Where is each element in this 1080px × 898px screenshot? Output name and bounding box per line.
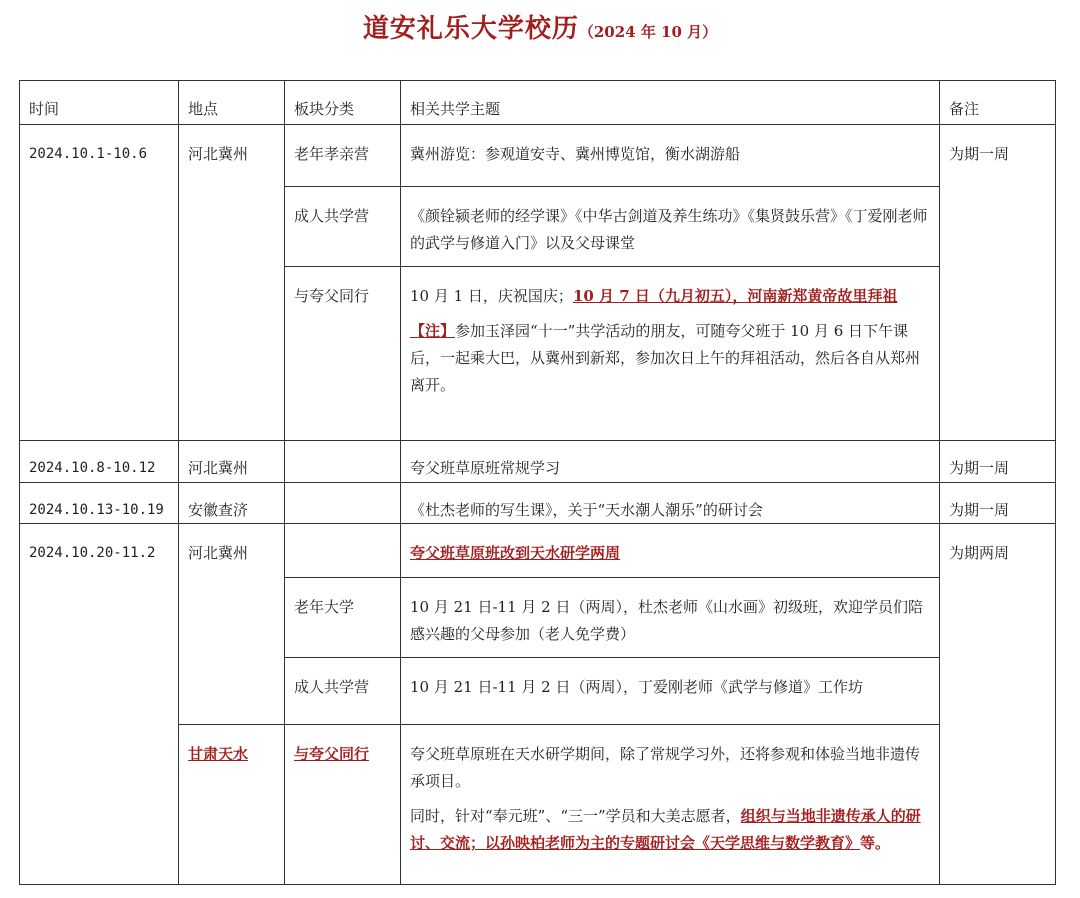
time-cell: 2024.10.20-11.2 [20, 524, 179, 885]
category-cell [285, 524, 401, 578]
place-cell: 河北冀州 [179, 441, 285, 483]
category-cell: 与夸父同行 [285, 267, 401, 441]
time-cell: 2024.10.1-10.6 [20, 125, 179, 441]
category-cell [285, 441, 401, 483]
theme-cell [401, 725, 940, 885]
theme-cell: 夸父班草原班常规学习 [401, 441, 940, 483]
table-row [20, 125, 1056, 187]
category-cell: 成人共学营 [285, 658, 401, 725]
calendar-table [19, 80, 1056, 885]
place-cell: 安徽查济 [179, 483, 285, 524]
theme-cell [401, 267, 940, 441]
place-cell [179, 725, 285, 885]
title-main: 道安礼乐大学校历 [362, 14, 579, 44]
title-sub: （2024 年 10 月） [578, 23, 718, 41]
category-cell: 老年孝亲营 [285, 125, 401, 187]
time-cell: 2024.10.13-10.19 [20, 483, 179, 524]
note-cell: 为期两周 [940, 524, 1056, 885]
header-row [20, 81, 1056, 125]
theme-text: 等。 [860, 834, 891, 852]
highlight-text: 10 月 7 日（九月初五），河南新郑黄帝故里拜祖 [572, 287, 898, 305]
time-cell: 2024.10.8-10.12 [20, 441, 179, 483]
place-cell: 河北冀州 [179, 524, 285, 725]
theme-text: 10 月 1 日，庆祝国庆； [410, 287, 573, 305]
table-row [20, 483, 1056, 524]
theme-text: 同时，针对“奉元班”、“三一”学员和大美志愿者， [410, 807, 741, 825]
highlight-text: 夸父班草原班改到天水研学两周 [410, 544, 621, 562]
theme-cell: 《杜杰老师的写生课》，关于“天水潮人潮乐”的研讨会 [401, 483, 940, 524]
highlight-text: 组织与当地非遗传承人的研讨、交流；以孙映柏老师为主的专题研讨会《天学思维与数学教育》 [410, 807, 921, 852]
header-place: 地点 [179, 81, 285, 125]
table-row [20, 441, 1056, 483]
theme-cell: 10 月 21 日-11 月 2 日（两周），杜杰老师《山水画》初级班，欢迎学员们陪感兴趣的父母参加（老人免学费） [401, 578, 940, 658]
category-cell [285, 725, 401, 885]
theme-cell: 《颜铨颍老师的经学课》《中华古剑道及养生练功》《集贤鼓乐营》《丁爱刚老师的武学与修道入门》以及父母课堂 [401, 187, 940, 267]
table-row [20, 524, 1056, 578]
theme-text: 夸父班草原班在天水研学期间，除了常规学习外，还将参观和体验当地非遗传承项目。 [410, 745, 921, 790]
category-cell: 老年大学 [285, 578, 401, 658]
category-cell [285, 483, 401, 524]
place-highlight: 甘肃天水 [188, 745, 249, 763]
note-cell: 为期一周 [940, 441, 1056, 483]
theme-cell: 冀州游览：参观道安寺、冀州博览馆，衡水湖游船 [401, 125, 940, 187]
category-highlight: 与夸父同行 [294, 745, 370, 763]
theme-cell [401, 524, 940, 578]
page-title [0, 8, 1080, 45]
note-cell: 为期一周 [940, 483, 1056, 524]
place-cell: 河北冀州 [179, 125, 285, 441]
header-time: 时间 [20, 81, 179, 125]
header-category: 板块分类 [285, 81, 401, 125]
theme-text: 参加玉泽园“十一”共学活动的朋友，可随夸父班于 10 月 6 日下午课后，一起乘大巴，从冀州到新郑，参加次日上午的拜祖活动，然后各自从郑州离开。 [410, 322, 921, 394]
theme-cell: 10 月 21 日-11 月 2 日（两周），丁爱刚老师《武学与修道》工作坊 [401, 658, 940, 725]
header-theme: 相关共学主题 [401, 81, 940, 125]
note-cell: 为期一周 [940, 125, 1056, 441]
category-cell: 成人共学营 [285, 187, 401, 267]
header-note: 备注 [940, 81, 1056, 125]
note-label: 【注】 [410, 322, 456, 340]
